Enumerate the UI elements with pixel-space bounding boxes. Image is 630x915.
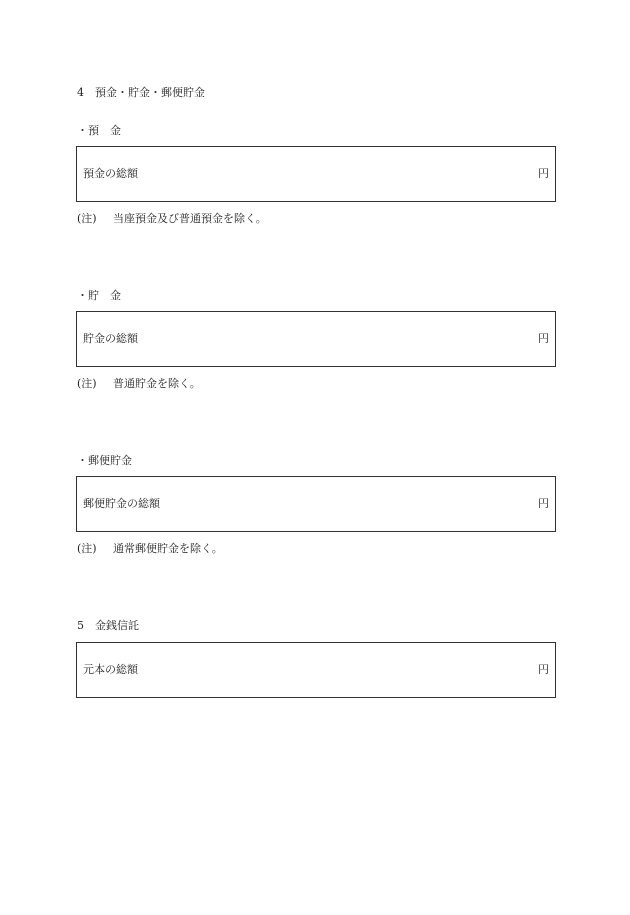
deposit-heading: ・預 金	[77, 124, 121, 137]
postal-savings-total-box[interactable]	[76, 476, 556, 532]
deposit-note	[77, 212, 267, 226]
savings-total-label: 貯金の総額	[83, 332, 138, 345]
savings-total-box[interactable]	[76, 311, 556, 367]
trust-principal-box[interactable]	[76, 642, 556, 698]
savings-total-unit: 円	[538, 332, 549, 345]
savings-note	[77, 377, 201, 391]
trust-principal-unit: 円	[538, 663, 549, 676]
deposit-total-label: 預金の総額	[83, 167, 138, 180]
deposit-note-mark: (注)	[77, 212, 97, 225]
deposit-total-unit: 円	[538, 167, 549, 180]
section-4-heading: 4 預金・貯金・郵便貯金	[77, 86, 205, 99]
postal-savings-heading: ・郵便貯金	[77, 454, 132, 467]
savings-note-text: 普通貯金を除く。	[113, 377, 201, 390]
postal-savings-total-label: 郵便貯金の総額	[83, 497, 160, 510]
deposit-total-box[interactable]	[76, 146, 556, 202]
trust-principal-label: 元本の総額	[83, 663, 138, 676]
postal-savings-note-mark: (注)	[77, 542, 97, 555]
postal-savings-note	[77, 542, 223, 556]
postal-savings-note-text: 通常郵便貯金を除く。	[113, 542, 223, 555]
postal-savings-total-unit: 円	[538, 497, 549, 510]
section-5-heading: 5 金銭信託	[77, 619, 139, 632]
savings-heading: ・貯 金	[77, 289, 121, 302]
savings-note-mark: (注)	[77, 377, 97, 390]
deposit-note-text: 当座預金及び普通預金を除く。	[113, 212, 267, 225]
